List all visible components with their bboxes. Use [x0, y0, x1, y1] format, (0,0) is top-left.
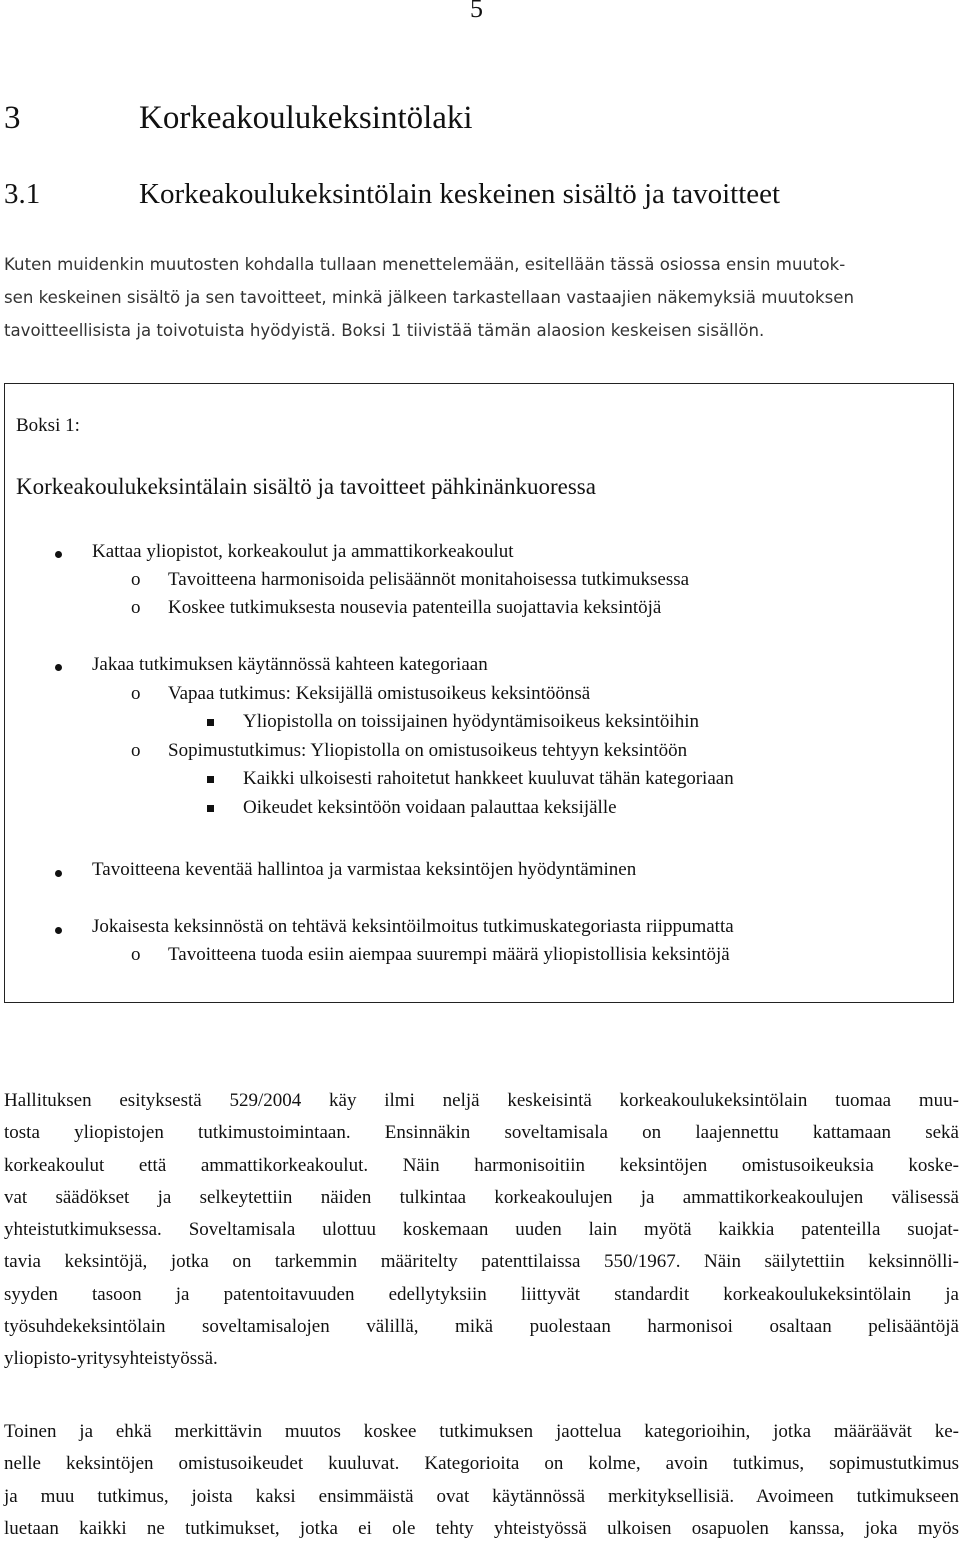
square-bullet-icon	[207, 805, 214, 812]
box-list-item: Jokaisesta keksinnöstä on tehtävä keksintöilmoitus tutkimuskategoriasta riippumatta	[92, 916, 734, 937]
circle-bullet-icon: o	[131, 597, 141, 618]
paragraph-line: yliopisto-yritysyhteistyössä.	[4, 1348, 218, 1370]
page-number: 5	[470, 0, 483, 23]
paragraph-line: ja muu tutkimus, joista kaksi ensimmäistä ovat käytännössä merkityksellisiä. Avoimeen tutkimukseen	[4, 1485, 959, 1507]
section-title: Korkeakoulukeksintölain keskeinen sisältö ja tavoitteet	[139, 178, 781, 210]
box-label: Boksi 1:	[16, 415, 80, 436]
paragraph-line: Toinen ja ehkä merkittävin muutos koskee tutkimuksen jaottelua kategorioihin, jotka määräävät ke-	[4, 1421, 959, 1442]
intro-line: tavoitteellisista ja toivotuista hyödyistä. Boksi 1 tiivistää tämän alaosion keskeisen sisällön.	[4, 321, 765, 340]
section-heading	[4, 178, 780, 211]
box-list-item: Vapaa tutkimus: Keksijällä omistusoikeus keksintöönsä	[168, 683, 591, 704]
paragraph-line: tavia keksintöjä, jotka on tarkemmin määritelty patenttilaissa 550/1967. Näin säilytettiin keksinnölli-	[4, 1251, 959, 1273]
intro-paragraph	[4, 248, 958, 347]
square-bullet-icon	[207, 719, 214, 726]
box-list-item: Koskee tutkimuksesta nousevia patenteilla suojattavia keksintöjä	[168, 597, 662, 618]
paragraph-line: vat säädökset ja selkeytettiin näiden tulkintaa korkeakoulujen ja ammattikorkeakoulujen välisessä	[4, 1186, 959, 1208]
square-bullet-icon	[207, 776, 214, 783]
box-list-item: Kattaa yliopistot, korkeakoulut ja ammattikorkeakoulut	[92, 541, 514, 562]
paragraph-line: Hallituksen esityksestä 529/2004 käy ilmi neljä keskeisintä korkeakoulukeksintölain tuomaa muu-	[4, 1090, 959, 1111]
body-paragraph-1	[4, 1085, 959, 1376]
bullet-dot-icon	[55, 870, 62, 877]
box-list-item: Tavoitteena harmonisoida pelisäännöt monitahoisessa tutkimuksessa	[168, 569, 690, 590]
section-number: 3.1	[4, 178, 41, 210]
circle-bullet-icon: o	[131, 944, 141, 965]
chapter-heading	[4, 100, 473, 137]
box-list-item: Oikeudet keksintöön voidaan palauttaa keksijälle	[243, 797, 617, 818]
box-list-item: Tavoitteena tuoda esiin aiempaa suurempi määrä yliopistollisia keksintöjä	[168, 944, 730, 965]
bullet-dot-icon	[55, 927, 62, 934]
box-list-item: Yliopistolla on toissijainen hyödyntämisoikeus keksintöihin	[243, 711, 699, 732]
body-paragraph-2	[4, 1416, 959, 1545]
chapter-title: Korkeakoulukeksintölaki	[139, 100, 473, 136]
box-list-item: Tavoitteena keventää hallintoa ja varmistaa keksintöjen hyödyntäminen	[92, 859, 637, 880]
box-list-item: Kaikki ulkoisesti rahoitetut hankkeet kuuluvat tähän kategoriaan	[243, 768, 734, 789]
circle-bullet-icon: o	[131, 569, 141, 590]
paragraph-line: työsuhdekeksintölain soveltamisalojen välillä, mikä puolestaan harmonisoi osaltaan pelisääntöjä	[4, 1316, 959, 1338]
bullet-dot-icon	[55, 551, 62, 558]
box-list-item: Jakaa tutkimuksen käytännössä kahteen kategoriaan	[92, 654, 488, 675]
paragraph-line: yhteistutkimuksessa. Soveltamisala ulottuu koskemaan uuden lain myötä kaikkia patenteilla suojat-	[4, 1219, 959, 1241]
box-title: Korkeakoulukeksintälain sisältö ja tavoitteet pähkinänkuoressa	[16, 474, 596, 499]
circle-bullet-icon: o	[131, 740, 141, 761]
chapter-number: 3	[4, 100, 21, 136]
intro-line: sen keskeinen sisältö ja sen tavoitteet, minkä jälkeen tarkastellaan vastaajien näkemyksiä muutoksen	[4, 288, 855, 307]
paragraph-line: tosta yliopistojen tutkimustoimintaan. Ensinnäkin soveltamisala on laajennettu kattamaan sekä	[4, 1122, 959, 1144]
paragraph-line: luetaan kaikki ne tutkimukset, jotka ei ole tehty yhteistyössä ulkoisen osapuolen kanssa, joka myös	[4, 1517, 959, 1539]
paragraph-line: syyden tasoon ja patentoitavuuden edellytyksiin liittyvät standardit korkeakoulukeksintölain ja	[4, 1283, 959, 1305]
circle-bullet-icon: o	[131, 683, 141, 704]
bullet-dot-icon	[55, 664, 62, 671]
intro-line: Kuten muidenkin muutosten kohdalla tullaan menettelemään, esitellään tässä osiossa ensin muutok-	[4, 255, 846, 274]
paragraph-line: nelle keksintöjen omistusoikeudet kuuluvat. Kategorioita on kolme, avoin tutkimus, sopimustutkimus	[4, 1453, 959, 1475]
box-list-item: Sopimustutkimus: Yliopistolla on omistusoikeus tehtyyn keksintöön	[168, 740, 688, 761]
paragraph-line: korkeakoulut että ammattikorkeakoulut. Näin harmonisoitiin keksintöjen omistusoikeuksia koske-	[4, 1154, 959, 1176]
